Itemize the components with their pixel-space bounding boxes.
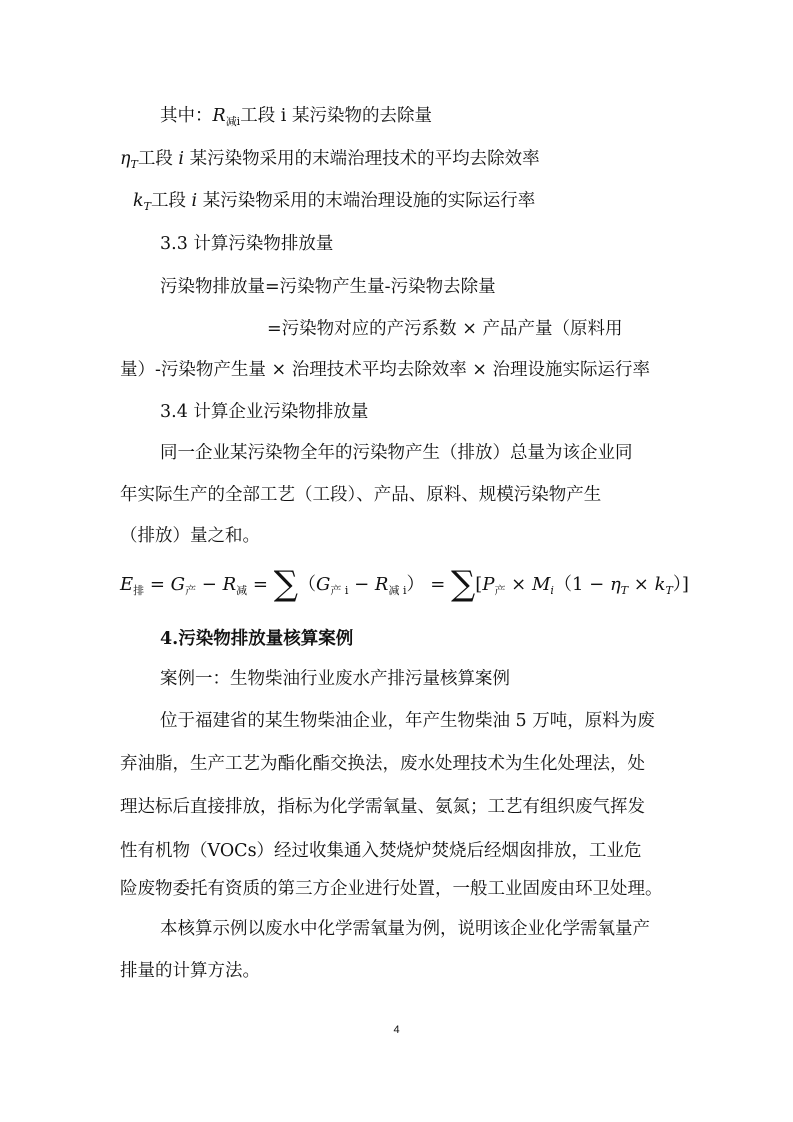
symbol-k-subscript: T [143,200,151,213]
section-3-3-line-1: 污染物排放量=污染物产生量-污染物去除量 [160,277,496,297]
formula-eq-3: = [424,574,452,595]
paragraph-2-line-1: 本核算示例以废水中化学需氧量为例，说明该企业化学需氧量产 [160,919,650,939]
paragraph-1-line-5: 险废物委托有资质的第三方企业进行处置，一般工业固废由环卫处理。 [120,879,663,899]
section-3-3-heading: 3.3 计算污染物排放量 [160,234,334,254]
symbol-eta: η [120,149,131,169]
formula-k-subscript: T [665,584,673,597]
formula-paren2-close: ）] [672,574,689,595]
paragraph-1-line-4: 性有机物（VOCs）经过收集通入焚烧炉焚烧后经烟囱排放，工业危 [120,841,642,861]
formula-times-2: × [628,574,655,595]
formula-eta: η [609,574,621,595]
definition-eta-text-b: 某污染物采用的末端治理技术的平均去除效率 [184,149,540,169]
symbol-k: k [133,191,144,211]
paragraph-1-line-3: 理达标后直接排放，指标为化学需氧量、氨氮；工艺有组织废气挥发 [120,797,645,817]
paragraph-1-line-1: 位于福建省的某生物柴油企业，年产生物柴油 5 万吨，原料为废 [160,711,655,731]
emission-formula [120,562,689,604]
paragraph-2-line-2: 排量的计算方法。 [120,961,260,981]
formula-eq-1: = [144,574,171,595]
section-3-3-line-3: 量）-污染物产生量 × 治理技术平均去除效率 × 治理设施实际运行率 [120,360,650,380]
paragraph-1-line-2: 弃油脂，生产工艺为酯化酯交换法，废水处理技术为生化处理法，处 [120,754,645,774]
formula-paren-close: ） [406,574,425,595]
formula-minus-2: − [348,574,375,595]
symbol-r: R [212,106,226,126]
section-3-4-heading: 3.4 计算企业污染物排放量 [160,402,369,422]
formula-p: P [482,574,495,595]
section-3-4-line-3: （排放）量之和。 [120,526,260,546]
section-3-4-line-2: 年实际生产的全部工艺（工段）、产品、原料、规模污染物产生 [120,485,602,505]
summation-symbol-2: ∑ [451,564,476,604]
formula-paren-open: （ [297,574,316,595]
formula-m: M [531,574,551,595]
formula-g-subscript: 产 [185,584,197,597]
definition-k-text-b: 某污染物采用的末端治理设施的实际运行率 [197,191,536,211]
section-4-heading: 4.污染物排放量核算案例 [160,629,354,649]
formula-k: k [654,574,666,595]
definition-eta-text-a: 工段 [137,149,179,169]
formula-paren2-open: （1 − [553,574,610,595]
formula-times-1: × [505,574,532,595]
formula-g: G [170,574,186,595]
formula-gi: G [315,574,331,595]
definition-r-text: 工段 i 某污染物的去除量 [240,106,432,126]
formula-minus-1: − [196,574,223,595]
definition-k-text-a: 工段 [150,191,192,211]
page-number: 4 [393,1024,400,1036]
section-3-3-line-2: =污染物对应的产污系数 × 产品产量（原料用 [267,319,623,339]
formula-gi-subscript: 产 i [330,584,349,597]
definition-r-intro: 其中： [160,106,213,126]
summation-symbol-1: ∑ [273,564,298,604]
section-3-4-line-1: 同一企业某污染物全年的污染物产生（排放）总量为该企业同 [160,443,633,463]
case-title: 案例一：生物柴油行业废水产排污量核算案例 [160,669,510,689]
formula-eq-2: = [247,574,274,595]
formula-p-subscript: 产 [494,584,506,597]
formula-r: R [222,574,237,595]
formula-ri: R [374,574,389,595]
formula-eta-subscript: T [620,584,629,597]
symbol-eta-subscript: T [130,158,138,171]
symbol-r-subscript: 减i [225,115,241,128]
formula-e: E [120,574,134,595]
definition-k-text-i: i [191,191,198,211]
definition-eta-text-i: i [178,149,185,169]
formula-bracket-open: [ [475,574,483,595]
formula-m-subscript: i [550,584,554,597]
definition-k [133,189,535,215]
formula-e-subscript: 排 [133,584,145,597]
definition-eta [120,147,540,173]
definition-r [160,104,432,130]
formula-r-subscript: 减 [236,584,248,597]
formula-ri-subscript: 减 i [388,584,407,597]
